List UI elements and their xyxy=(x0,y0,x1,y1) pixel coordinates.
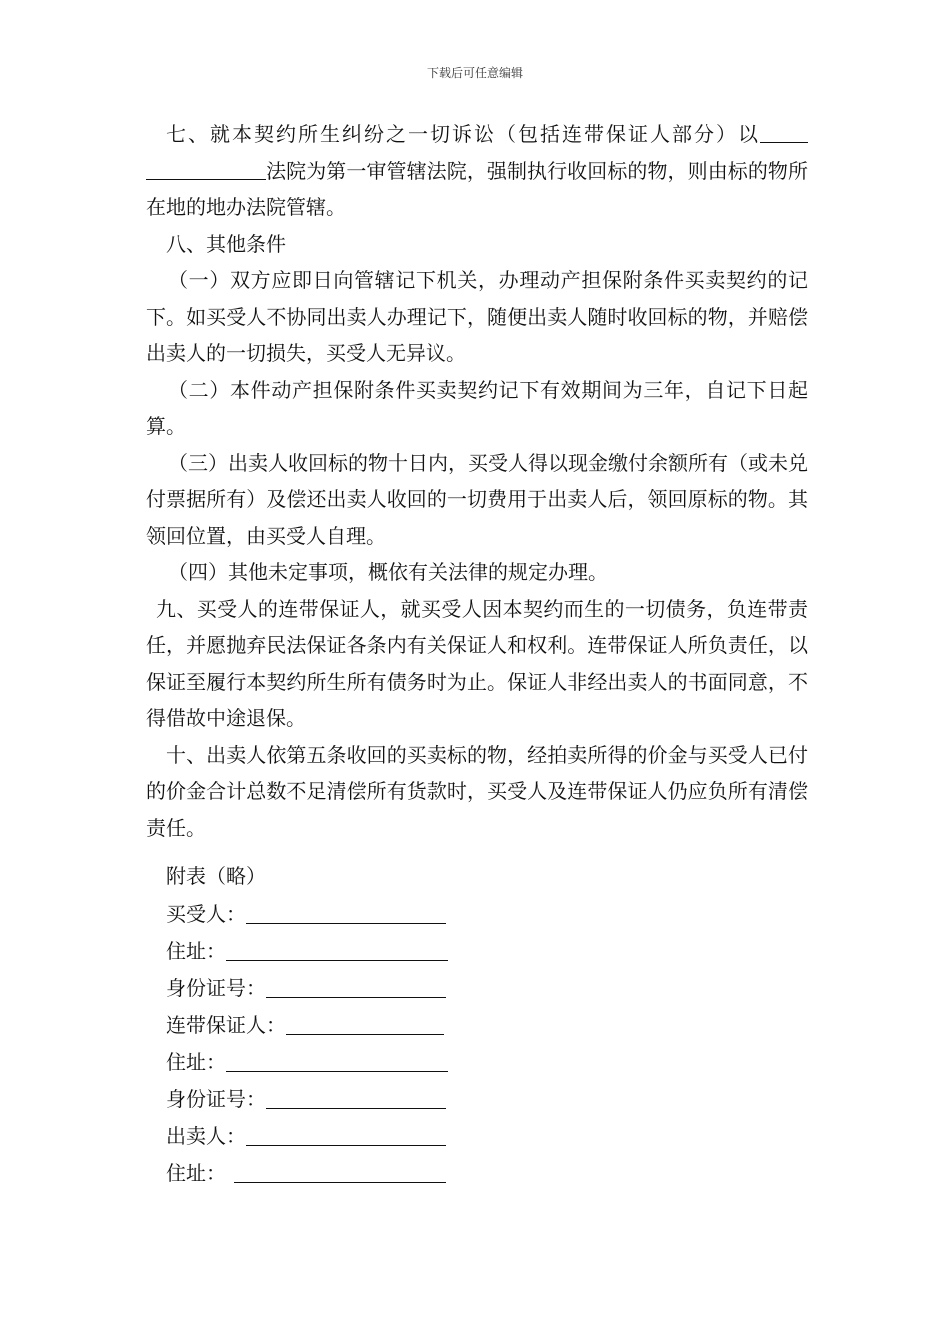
buyer-id-row xyxy=(166,976,446,1000)
clause-8-item-4: （四）其他未定事项，概依有关法律的规定办理。 xyxy=(168,560,608,584)
buyer-id-line xyxy=(266,977,446,998)
guarantor-address-label: 住址： xyxy=(166,1050,226,1074)
clause-9: 九、买受人的连带保证人，就买受人因本契约而生的一切债务，负连带责任，并愿抛弃民法保证各条内有关保证人和权利。连带保证人所负责任，以保证至履行本契约所生所有债务时为止。保证人非经出卖人的书面同意，不得借故中途退保。 xyxy=(146,596,808,730)
seller-address-line xyxy=(234,1162,446,1183)
court-name-blank xyxy=(760,122,808,143)
guarantor-address-row xyxy=(166,1050,448,1074)
appendix-label xyxy=(166,864,266,888)
court-name-blank-continued xyxy=(146,159,266,180)
clause-8-item-2: （二）本件动产担保附条件买卖契约记下有效期间为三年，自记下日起算。 xyxy=(146,377,808,438)
buyer-address-line xyxy=(226,940,448,961)
contract-body xyxy=(146,116,808,846)
guarantor-label: 连带保证人： xyxy=(166,1013,286,1037)
seller-signature-row xyxy=(166,1124,446,1148)
clause-7-text-a: 七、就本契约所生纠纷之一切诉讼（包括连带保证人部分）以 xyxy=(166,122,760,146)
seller-address-label: 住址： xyxy=(166,1161,226,1185)
clause-7 xyxy=(146,116,808,226)
buyer-address-label: 住址： xyxy=(166,939,226,963)
guarantor-signature-line xyxy=(286,1014,444,1035)
clause-8-item-1: （一）双方应即日向管辖记下机关，办理动产担保附条件买卖契约的记下。如买受人不协同出卖人办理记下，随便出卖人随时收回标的物，并赔偿出卖人的一切损失，买受人无异议。 xyxy=(146,268,808,365)
buyer-label: 买受人： xyxy=(166,902,246,926)
guarantor-id-row xyxy=(166,1087,446,1111)
seller-signature-line xyxy=(246,1125,446,1146)
guarantor-id-line xyxy=(266,1088,446,1109)
page-header-note: 下载后可任意编辑 xyxy=(426,66,523,80)
appendix-label-text: 附表（略） xyxy=(166,864,266,888)
guarantor-address-line xyxy=(226,1051,448,1072)
clause-8-title: 八、其他条件 xyxy=(166,231,286,256)
seller-address-row xyxy=(166,1161,446,1185)
clause-10: 十、出卖人依第五条收回的买卖标的物，经拍卖所得的价金与买受人已付的价金合计总数不足清偿所有货款时，买受人及连带保证人仍应负所有清偿责任。 xyxy=(146,742,808,840)
guarantor-signature-row xyxy=(166,1013,444,1037)
clause-7-text-b: 法院为第一审管辖法院，强制执行收回标的物，则由标的物所在地的地办法院管辖。 xyxy=(146,158,808,219)
buyer-address-row xyxy=(166,939,448,963)
buyer-id-label: 身份证号： xyxy=(166,976,266,1000)
buyer-signature-line xyxy=(246,903,446,924)
clause-8-item-3: （三）出卖人收回标的物十日内，买受人得以现金缴付余额所有（或未兑付票据所有）及偿还出卖人收回的一切费用于出卖人后，领回原标的物。其领回位置，由买受人自理。 xyxy=(146,450,808,548)
guarantor-id-label: 身份证号： xyxy=(166,1087,266,1111)
buyer-signature-row xyxy=(166,902,446,926)
seller-label: 出卖人： xyxy=(166,1124,246,1148)
